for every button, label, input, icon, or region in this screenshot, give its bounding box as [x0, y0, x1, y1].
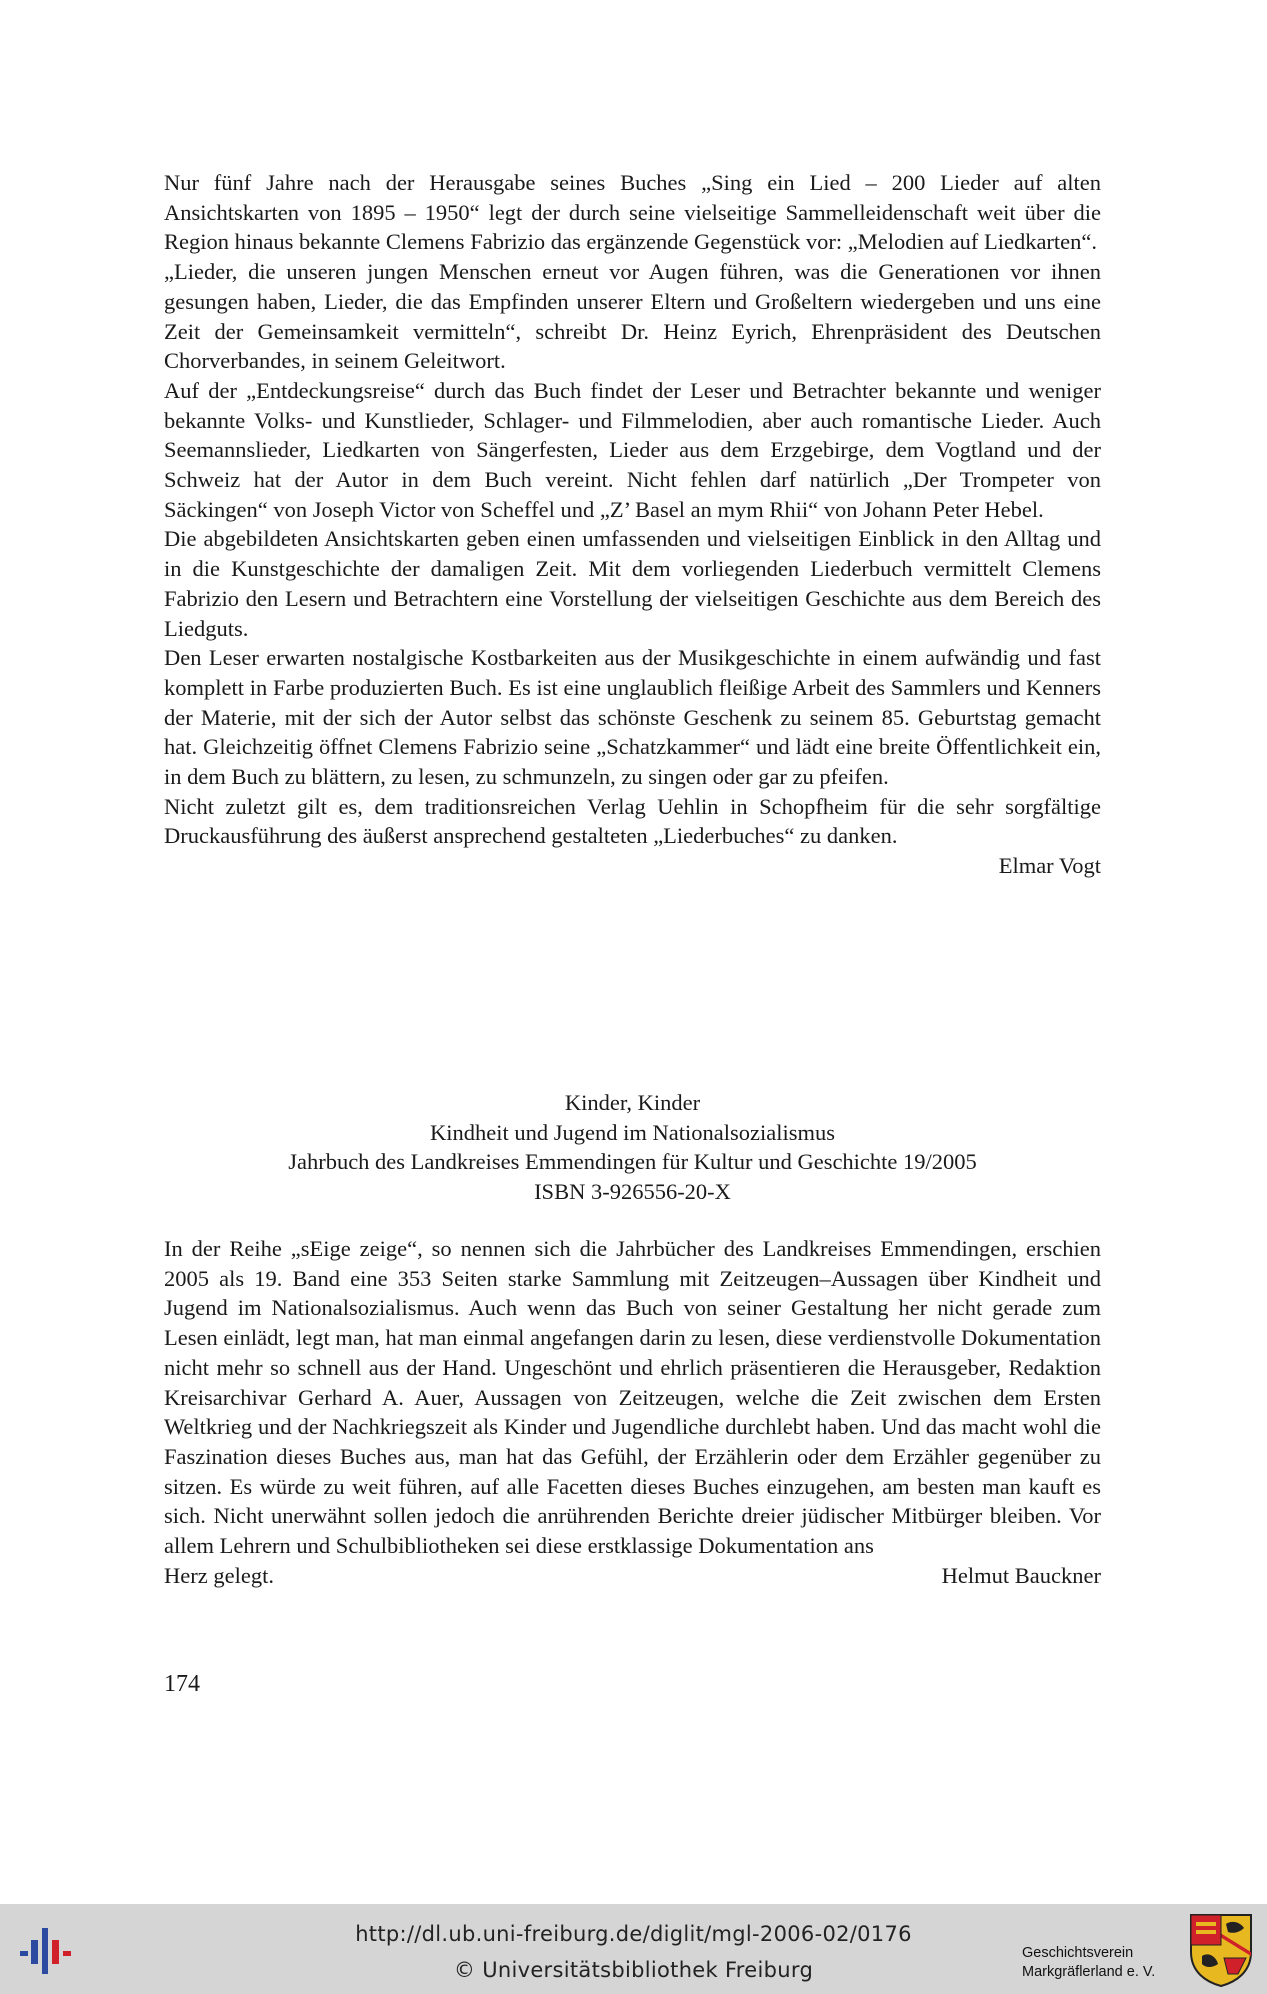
footer-url-link[interactable]: http://dl.ub.uni-freiburg.de/diglit/mgl-2006-02/0176 — [355, 1922, 912, 1946]
review1-paragraph-5: Den Leser erwarten nostalgische Kostbarkeiten aus der Musikgeschichte in einem aufwändig und fast komplett in Farbe produzierten Buch. Es ist eine unglaublich fleißige Arbeit des Sammlers und Kenners der Materie, mit der sich der Autor selbst das schönste Geschenk zu seinem 85. Geburtstag gemacht hat. Gleichzeitig öffnet Clemens Fabrizio seine „Schatzkammer“ und lädt eine breite Öffentlichkeit ein, in dem Buch zu blättern, zu lesen, zu schmunzeln, zu singen oder gar zu pfeifen. — [164, 645, 1101, 790]
review2-last-line: Herz gelegt. — [164, 1562, 274, 1588]
society-name-line2: Markgräflerland e. V. — [1022, 1964, 1156, 1980]
review1-paragraph-4: Die abgebildeten Ansichtskarten geben einen umfassenden und vielseitigen Einblick in den Alltag und in die Kunstgeschichte der damaligen Zeit. Mit dem vorliegenden Liederbuch vermittelt Clemens Fabrizio den Lesern und Betrachtern eine Vorstellung der vielseitigen Geschichte aus dem Bereich des Liedguts. — [164, 526, 1101, 641]
review1-signature: Elmar Vogt — [998, 853, 1101, 879]
book-series: Jahrbuch des Landkreises Emmendingen für Kultur und Geschichte 19/2005 — [288, 1149, 977, 1174]
society-name — [1022, 1944, 1155, 1982]
review1-paragraph-3: Auf der „Entdeckungsreise“ durch das Buch findet der Leser und Betrachter bekannte und weniger bekannte Volks- und Kunstlieder, Schlager- und Filmmelodien, aber auch romantische Lieder. Auch Seemannslieder, Liedkarten von Sängerfesten, Lieder aus dem Erzgebirge, dem Vogtland und der Schweiz hat der Autor in dem Buch vereint. Nicht fehlen darf natürlich „Der Trompeter von Säckingen“ von Joseph Victor von Scheffel und „Z’ Basel an mym Rhii“ von Johann Peter Hebel. — [164, 377, 1101, 522]
review-kinder-kinder — [164, 1234, 1101, 1590]
review1-paragraph-1: Nur fünf Jahre nach der Herausgabe seines Buches „Sing ein Lied – 200 Lieder auf alten Ansichtskarten von 1895 – 1950“ legt der durch seine vielseitige Sammelleidenschaft weit über die Region hinaus bekannte Clemens Fabrizio das ergänzende Gegenstück vor: „Melodien auf Liedkarten“. — [164, 170, 1101, 255]
book-subtitle: Kindheit und Jugend im Nationalsozialismus — [430, 1119, 835, 1145]
review-melodien-auf-liedkarten — [164, 168, 1101, 881]
book-title: Kinder, Kinder — [564, 1090, 701, 1115]
page-number: 174 — [164, 1671, 200, 1697]
review2-signature: Helmut Bauckner — [941, 1562, 1101, 1588]
review1-paragraph-6: Nicht zuletzt gilt es, dem traditionsreichen Verlag Uehlin in Schopfheim für die sehr sorgfältige Druckausführung des äußerst ansprechend gestalteten „Liederbuches“ zu danken. — [164, 793, 1101, 849]
review2-paragraph: In der Reihe „sEige zeige“, so nennen sich die Jahrbücher des Landkreises Emmendingen, erschien 2005 als 19. Band eine 353 Seiten starke Sammlung mit Zeitzeugen–Aussagen über Kindheit und Jugend im Nationalsozialismus. Auch wenn das Buch von seiner Gestaltung her nicht gerade zum Lesen einlädt, legt man, hat man einmal angefangen darin zu lesen, diese verdienstvolle Dokumentation nicht mehr so schnell aus der Hand. Ungeschönt und ehrlich präsentieren die Herausgeber, Redaktion Kreisarchivar Gerhard A. Auer, Aussagen von Zeitzeugen, welche die Zeit zwischen dem Ersten Weltkrieg und der Nachkriegszeit als Kinder und Jugendliche durchlebt haben. Und das macht wohl die Faszination dieses Buches aus, man hat das Gefühl, der Erzählerin oder dem Erzähler gegenüber zu sitzen. Es würde zu weit führen, auf alle Facetten dieses Buches einzugehen, am besten man kauft es sich. Nicht unerwähnt sollen jedoch die anrührenden Berichte dreier jüdischer Mitbürger bleiben. Vor allem Lehrern und Schulbibliotheken sei diese erstklassige Dokumentation ans — [164, 1236, 1101, 1559]
book-isbn: ISBN 3-926556-20-X — [534, 1178, 731, 1204]
book-citation — [164, 1088, 1101, 1206]
coat-of-arms-icon — [1188, 1912, 1254, 1988]
footer-copyright: © Universitätsbibliothek Freiburg — [453, 1958, 814, 1982]
review2-closing-line — [164, 1561, 1101, 1591]
society-name-line1: Geschichtsverein — [1022, 1945, 1134, 1961]
footer-bar — [0, 1904, 1267, 1994]
review1-paragraph-2: „Lieder, die unseren jungen Menschen erneut vor Augen führen, was die Generationen vor ihnen gesungen haben, Lieder, die das Empfinden unserer Eltern und Großeltern wiedergeben und uns eine Zeit der Gemeinsamkeit vermitteln“, schreibt Dr. Heinz Eyrich, Ehrenpräsident des Deutschen Chorverbandes, in seinem Geleitwort. — [164, 259, 1101, 374]
